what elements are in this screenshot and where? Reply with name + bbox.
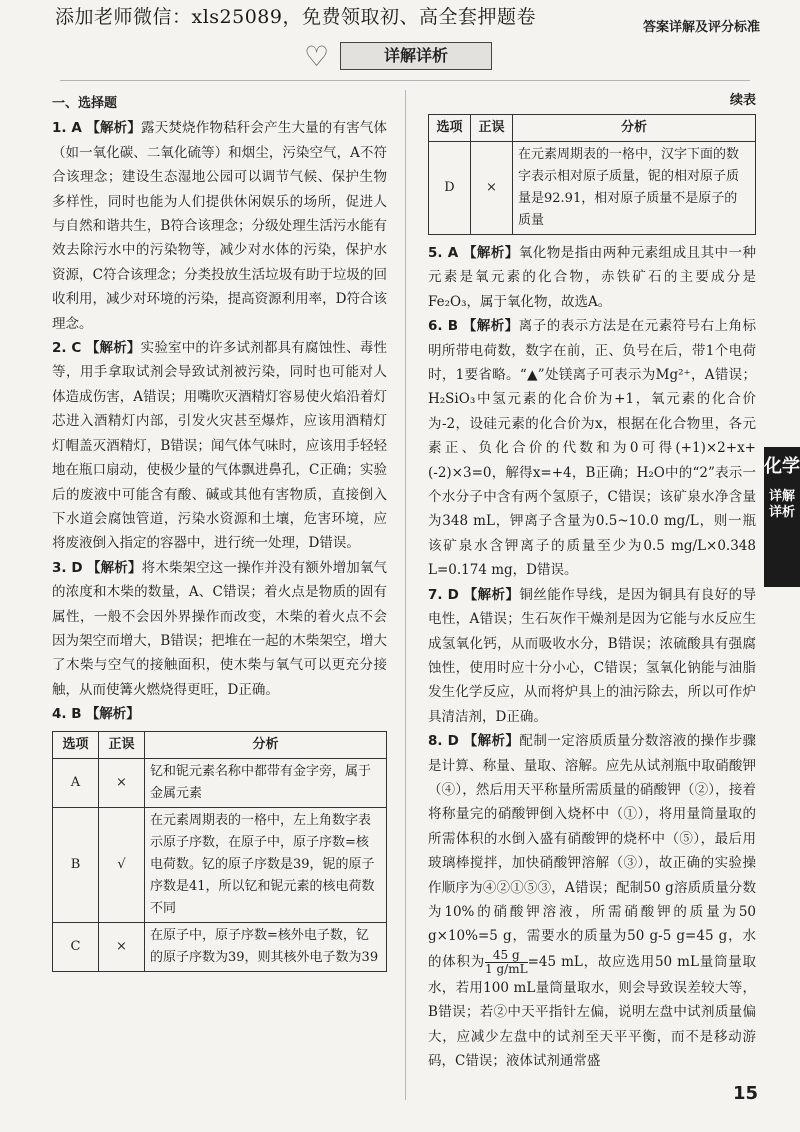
table-header: 分析	[145, 731, 387, 758]
analysis-cell: 在原子中，原子序数=核外电子数，钇的原子序数为39，则其核外电子数为39	[145, 922, 387, 971]
option-cell: B	[53, 807, 99, 922]
question-3	[52, 556, 387, 702]
analysis-tag: 【解析】	[463, 586, 520, 603]
table-header: 选项	[53, 731, 99, 758]
judgement-cell: ×	[99, 922, 145, 971]
question-text: 铜丝能作导线，是因为铜具有良好的导电性，A错误；生石灰作干燥剂是因为它能与水反应生成氢氧化钙，从而吸收水分，B错误；浓硫酸具有强腐蚀性，使用时应十分小心，C错误；氢氧化钠能与油脂发生化学反应，从而将炉具上的油污除去，所以可作炉具清洁剂，D正确。	[428, 586, 757, 725]
question-number: 5. A	[428, 245, 459, 261]
question-text-cont: =45 mL，故应选用50 mL量筒量取水，若用100 mL量筒量取水，则会导致误差较大等，B错误；若②中天平指针左偏，说明左盘中试剂质量偏大，应减少左盘中的试剂至天平平衡，而不是移动游码，C错误；液体试剂通常盛	[428, 953, 756, 1069]
continued-label: 续表	[729, 93, 756, 108]
page-number: 15	[732, 1083, 758, 1104]
question-number: 1. A	[52, 120, 82, 137]
question-number: 2. C	[52, 340, 82, 357]
option-cell: C	[53, 922, 99, 971]
judgement-cell: ×	[471, 142, 513, 235]
judgement-cell: √	[99, 807, 145, 922]
header-title: 答案详解及评分标准	[642, 20, 760, 35]
question-number: 3. D	[52, 559, 83, 576]
question-8	[428, 729, 756, 1073]
analysis-tag: 【解析】	[87, 559, 142, 576]
question-number: 8. D	[428, 733, 459, 750]
question-text: 氧化物是指由两种元素组成且其中一种元素是氧元素的化合物，赤铁矿石的主要成分是Fe₂O₃，属于氧化物，故选A。	[428, 245, 757, 310]
right-column	[428, 92, 756, 1073]
option-cell: D	[429, 142, 471, 235]
table-row	[53, 807, 387, 922]
analysis-tag: 【解析】	[85, 340, 141, 357]
table-header: 正误	[471, 115, 513, 142]
section-banner	[300, 38, 500, 73]
question-text: 实验室中的许多试剂都具有腐蚀性、毒性等，用手拿取试剂会导致试剂被污染，同时也可能对人体造成伤害，A错误；用嘴吹灭酒精灯容易使火焰沿着灯芯进入酒精灯内部，引发火灾甚至爆炸，应该用酒精灯灯帽盖灭酒精灯，B错误；闻气体气味时，应该用手轻轻地在瓶口扇动，使极少量的气体飘进鼻孔，C正确；实验后的废液中可能含有酸、碱或其他有害物质，直接倒入下水道会腐蚀管道，污染水资源和土壤，危害环境，应将废液倒入指定的容器中，进行统一处理，D错误。	[52, 340, 387, 552]
fraction-denominator: 1 g/mL	[485, 961, 528, 976]
header-divider	[60, 80, 750, 81]
question-text: 将木柴架空这一操作并没有额外增加氧气的浓度和木柴的数量，A、C错误；着火点是物质的固有属性，一般不会因外界操作而改变，木柴的着火点不会因为架空而增大，B错误；把堆在一起的木柴架空，增大了木柴与空气的接触面积，使木柴与氧气可以更充分接触，从而使篝火燃烧得更旺，D正确。	[52, 559, 388, 698]
question-2	[52, 336, 387, 556]
option-cell: A	[53, 758, 99, 807]
analysis-tag: 【解析】	[462, 245, 519, 261]
judgement-cell: ×	[99, 758, 145, 807]
question-5	[428, 241, 756, 314]
subject-side-tab	[764, 447, 800, 587]
section-label: 详解详析	[768, 489, 795, 520]
volume-fraction	[485, 949, 528, 976]
subject-label: 化学	[764, 456, 800, 477]
question-7	[428, 583, 756, 729]
question-number: 4. B	[52, 706, 82, 723]
question-number: 7. D	[428, 586, 459, 603]
question-text: 配制一定溶质质量分数溶液的操作步骤是计算、称量、量取、溶解。应先从试剂瓶中取硝酸钾（④），然后用天平称量所需质量的硝酸钾（②），接着将称量完的硝酸钾倒入烧杯中（①），将用量筒量取的所需体积的水倒入盛有硝酸钾的烧杯中（⑤），最后用玻璃棒搅拌，加快硝酸钾溶解（③），故正确的实验操作顺序为④②①⑤③，A错误；配制50 g溶质质量分数为10%的硝酸钾溶液，所需硝酸钾的质量为50 g×10%=5 g，需要水的质量为50 g-5 g=45 g，水的体积为	[428, 733, 757, 970]
watermark-text: 添加老师微信：xls25089，免费领取初、高全套押题卷	[55, 6, 536, 28]
question-6	[428, 314, 756, 582]
table-header-row	[429, 115, 756, 142]
question-text: 露天焚烧作物秸秆会产生大量的有害气体（如一氧化碳、二氧化硫等）和烟尘，污染空气，A不符合该理念；建设生态湿地公园可以调节气候、保护生物多样性，同时也能为人们提供休闲娱乐的场所，促进人与自然和谐共生，B符合该理念；分级处理生活污水能有效去除污水中的污染物等，减少对水体的污染，保护水资源，C符合该理念；分类投放生活垃圾有助于垃圾的回收利用，减少对环境的污染，提高资源利用率，D符合该理念。	[52, 120, 388, 332]
fraction-numerator: 45 g	[485, 949, 528, 963]
analysis-table	[52, 731, 387, 972]
table-row	[53, 922, 387, 971]
analysis-cell: 钇和铌元素名称中都带有金字旁，属于金属元素	[145, 758, 387, 807]
analysis-tag: 【解析】	[85, 706, 140, 723]
analysis-tag: 【解析】	[463, 733, 520, 750]
question-4	[52, 702, 387, 726]
analysis-table-continued	[428, 114, 756, 235]
table-row	[429, 142, 756, 235]
heart-icon: ♡	[304, 40, 330, 73]
question-1	[52, 116, 387, 336]
question-number: 6. B	[428, 318, 458, 335]
table-header: 正误	[99, 731, 145, 758]
banner-title: 详解详析	[340, 42, 492, 70]
column-divider	[405, 90, 406, 1100]
analysis-cell: 在元素周期表的一格中，左上角数字表示原子序数，在原子中，原子序数=核电荷数。钇的原子序数是39，铌的原子序数是41，所以钇和铌元素的核电荷数不同	[145, 807, 387, 922]
analysis-tag: 【解析】	[462, 318, 519, 335]
analysis-cell: 在元素周期表的一格中，汉字下面的数字表示相对原子质量，铌的相对原子质量是92.91，相对原子质量不是原子的质量	[513, 142, 756, 235]
question-text: 离子的表示方法是在元素符号右上角标明所带电荷数，数字在前，正、负号在后，带1个电荷时，1要省略。“▲”处镁离子可表示为Mg²⁺，A错误；H₂SiO₃中氢元素的化合价为+1，氧元素的化合价为-2，设硅元素的化合价为x，根据在化合物里，各元素正、负化合价的代数和为0可得(+1)×2+x+(-2)×3=0，解得x=+4，B正确；H₂O中的“2”表示一个水分子中含有两个氢原子，C错误；该矿泉水净含量为348 mL，钾离子含量为0.5~10.0 mg/L，则一瓶该矿泉水含钾离子的质量至少为0.5 mg/L×0.348 L=0.174 mg，D错误。	[428, 318, 757, 579]
table-header: 分析	[513, 115, 756, 142]
left-column	[52, 92, 387, 978]
section-title: 一、选择题	[52, 96, 118, 111]
table-row	[53, 758, 387, 807]
analysis-tag: 【解析】	[86, 120, 142, 137]
table-header-row	[53, 731, 387, 758]
table-header: 选项	[429, 115, 471, 142]
